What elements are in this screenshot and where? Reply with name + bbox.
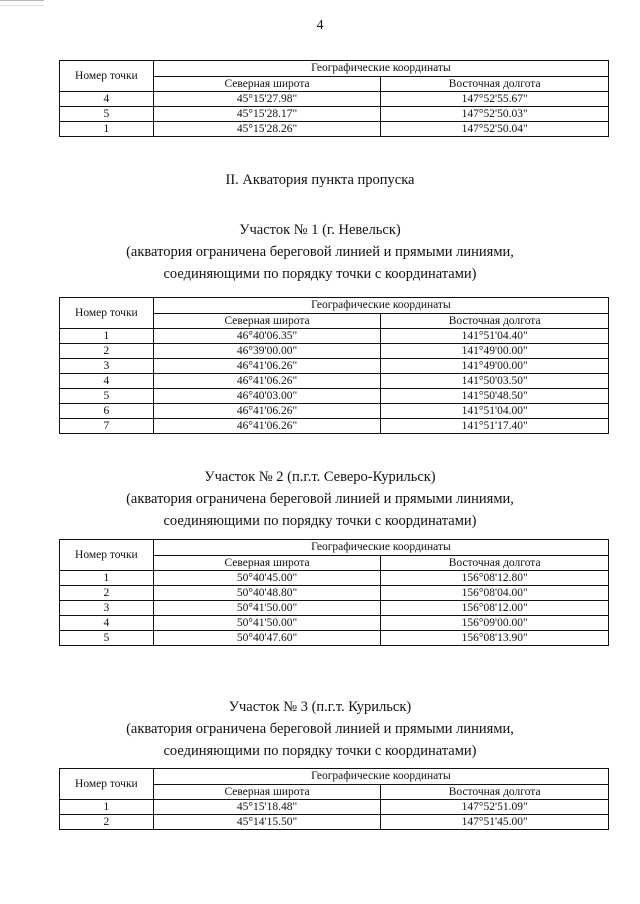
- longitude-cell: 156°08'12.80": [381, 571, 609, 586]
- longitude-cell: 141°51'04.40": [381, 329, 609, 344]
- header-point-number: Номер точки: [60, 298, 154, 329]
- point-number-cell: 1: [60, 571, 154, 586]
- latitude-cell: 46°41'06.26": [153, 419, 381, 434]
- area-subtitle-line-2: соединяющими по порядку точки с координатами): [163, 513, 477, 529]
- point-number-cell: 5: [60, 107, 154, 122]
- longitude-cell: 147°52'50.03": [381, 107, 609, 122]
- area-subtitle-line-2: соединяющими по порядку точки с координатами): [163, 266, 477, 282]
- table-row: [60, 815, 609, 830]
- section-heading: II. Акватория пункта пропуска: [225, 172, 415, 188]
- point-number-cell: 3: [60, 359, 154, 374]
- latitude-cell: 50°41'50.00": [153, 601, 381, 616]
- point-number-cell: 1: [60, 329, 154, 344]
- point-number-cell: 6: [60, 404, 154, 419]
- latitude-cell: 50°40'45.00": [153, 571, 381, 586]
- header-east-longitude: Восточная долгота: [381, 785, 609, 800]
- header-north-latitude: Северная широта: [153, 556, 381, 571]
- longitude-cell: 141°50'48.50": [381, 389, 609, 404]
- longitude-cell: 156°08'04.00": [381, 586, 609, 601]
- area-3-heading: [0, 696, 640, 762]
- area-title: Участок № 2 (п.г.т. Северо-Курильск): [204, 469, 436, 485]
- table-row: [60, 404, 609, 419]
- point-number-cell: 4: [60, 616, 154, 631]
- latitude-cell: 46°41'06.26": [153, 404, 381, 419]
- table-row: [60, 800, 609, 815]
- header-north-latitude: Северная широта: [153, 785, 381, 800]
- coordinates-table-area-1: [59, 297, 609, 434]
- coordinates-table-area-2: [59, 539, 609, 646]
- longitude-cell: 156°09'00.00": [381, 616, 609, 631]
- table-row: [60, 92, 609, 107]
- table-row: [60, 344, 609, 359]
- header-point-number: Номер точки: [60, 540, 154, 571]
- latitude-cell: 46°41'06.26": [153, 359, 381, 374]
- header-geo-coordinates: Географические координаты: [153, 61, 608, 77]
- table-row: [60, 616, 609, 631]
- header-point-number: Номер точки: [60, 769, 154, 800]
- area-subtitle-line-1: (акватория ограничена береговой линией и прямыми линиями,: [126, 244, 514, 260]
- latitude-cell: 46°39'00.00": [153, 344, 381, 359]
- coordinates-table-area-3: [59, 768, 609, 830]
- table-row: [60, 586, 609, 601]
- table-row: [60, 122, 609, 137]
- longitude-cell: 147°52'55.67": [381, 92, 609, 107]
- latitude-cell: 45°15'28.26": [153, 122, 381, 137]
- table-row: [60, 631, 609, 646]
- header-east-longitude: Восточная долгота: [381, 314, 609, 329]
- point-number-cell: 3: [60, 601, 154, 616]
- header-east-longitude: Восточная долгота: [381, 77, 609, 92]
- area-subtitle-line-1: (акватория ограничена береговой линией и прямыми линиями,: [126, 721, 514, 737]
- latitude-cell: 50°40'48.80": [153, 586, 381, 601]
- scan-corner-mark: [0, 0, 44, 6]
- point-number-cell: 5: [60, 631, 154, 646]
- area-2-heading: [0, 466, 640, 532]
- table-row: [60, 601, 609, 616]
- latitude-cell: 45°15'18.48": [153, 800, 381, 815]
- longitude-cell: 147°52'51.09": [381, 800, 609, 815]
- header-geo-coordinates: Географические координаты: [153, 769, 608, 785]
- latitude-cell: 46°40'06.35": [153, 329, 381, 344]
- header-north-latitude: Северная широта: [153, 77, 381, 92]
- header-geo-coordinates: Географические координаты: [153, 298, 608, 314]
- point-number-cell: 1: [60, 122, 154, 137]
- latitude-cell: 45°15'27.98": [153, 92, 381, 107]
- page-number: 4: [316, 18, 324, 33]
- latitude-cell: 50°40'47.60": [153, 631, 381, 646]
- table-row: [60, 107, 609, 122]
- area-title: Участок № 3 (п.г.т. Курильск): [228, 699, 412, 715]
- area-subtitle-line-2: соединяющими по порядку точки с координатами): [163, 743, 477, 759]
- header-east-longitude: Восточная долгота: [381, 556, 609, 571]
- longitude-cell: 141°49'00.00": [381, 359, 609, 374]
- table-row: [60, 419, 609, 434]
- longitude-cell: 141°49'00.00": [381, 344, 609, 359]
- longitude-cell: 141°50'03.50": [381, 374, 609, 389]
- table-row: [60, 329, 609, 344]
- area-title: Участок № 1 (г. Невельск): [239, 222, 401, 238]
- table-row: [60, 359, 609, 374]
- latitude-cell: 45°15'28.17": [153, 107, 381, 122]
- header-geo-coordinates: Географические координаты: [153, 540, 608, 556]
- point-number-cell: 4: [60, 374, 154, 389]
- longitude-cell: 156°08'13.90": [381, 631, 609, 646]
- point-number-cell: 1: [60, 800, 154, 815]
- table-row: [60, 374, 609, 389]
- header-north-latitude: Северная широта: [153, 314, 381, 329]
- area-1-heading: [0, 219, 640, 285]
- latitude-cell: 45°14'15.50": [153, 815, 381, 830]
- point-number-cell: 2: [60, 815, 154, 830]
- point-number-cell: 4: [60, 92, 154, 107]
- table-row: [60, 389, 609, 404]
- point-number-cell: 2: [60, 586, 154, 601]
- point-number-cell: 5: [60, 389, 154, 404]
- header-point-number: Номер точки: [60, 61, 154, 92]
- longitude-cell: 141°51'17.40": [381, 419, 609, 434]
- longitude-cell: 141°51'04.00": [381, 404, 609, 419]
- point-number-cell: 7: [60, 419, 154, 434]
- latitude-cell: 46°41'06.26": [153, 374, 381, 389]
- coordinates-table-continued: [59, 60, 609, 137]
- table-row: [60, 571, 609, 586]
- latitude-cell: 50°41'50.00": [153, 616, 381, 631]
- longitude-cell: 156°08'12.00": [381, 601, 609, 616]
- latitude-cell: 46°40'03.00": [153, 389, 381, 404]
- longitude-cell: 147°51'45.00": [381, 815, 609, 830]
- longitude-cell: 147°52'50.04": [381, 122, 609, 137]
- point-number-cell: 2: [60, 344, 154, 359]
- area-subtitle-line-1: (акватория ограничена береговой линией и прямыми линиями,: [126, 491, 514, 507]
